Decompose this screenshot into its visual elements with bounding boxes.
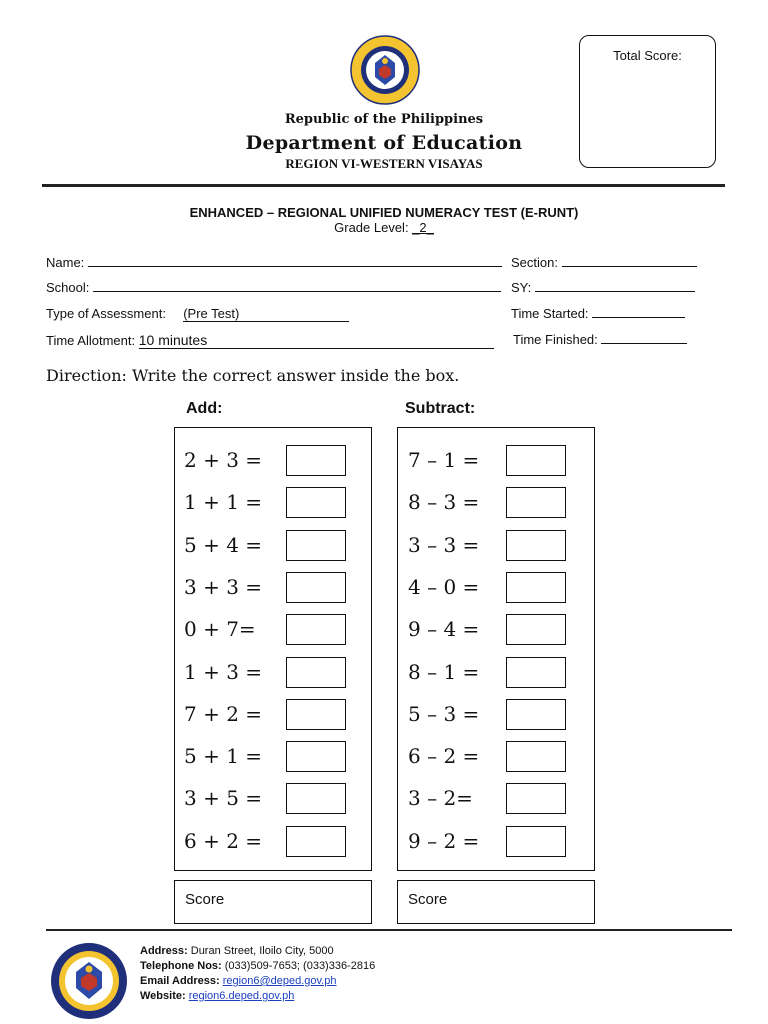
subtract-answer-box[interactable]: [506, 487, 566, 518]
sy-field[interactable]: [511, 280, 695, 295]
add-equation: 5 + 4 =: [184, 532, 263, 557]
add-equation: 5 + 1 =: [184, 744, 263, 769]
add-answer-box[interactable]: [286, 572, 346, 603]
time-allotment-value: 10 minutes: [138, 332, 208, 348]
add-answer-box[interactable]: [286, 826, 346, 857]
grade-level: [0, 220, 768, 235]
grade-level-value: _2_: [412, 220, 434, 235]
subtract-equation: 7 – 1 =: [408, 448, 480, 472]
section-field[interactable]: [511, 255, 697, 270]
address-label: Address:: [140, 945, 188, 957]
subtract-equation: 6 – 2 =: [408, 744, 480, 769]
footer-divider: [46, 929, 732, 931]
time-started-field[interactable]: [511, 306, 685, 321]
footer-email: [140, 975, 336, 987]
subtract-equation: 8 – 1 =: [408, 659, 480, 684]
subtract-equation: 3 – 2=: [408, 786, 473, 811]
website-link[interactable]: region6.deped.gov.ph: [188, 990, 295, 1002]
subtract-score-box[interactable]: [397, 880, 595, 924]
add-score-label: Score: [185, 891, 225, 908]
subtract-answer-box[interactable]: [506, 572, 566, 603]
add-equation: 2 + 3 =: [184, 448, 263, 472]
footer-address: [140, 945, 334, 957]
assessment-field[interactable]: [46, 306, 349, 322]
assessment-value: (Pre Test): [183, 306, 240, 321]
footer-telephone: [140, 960, 375, 972]
subtract-equation: 8 – 3 =: [408, 490, 480, 515]
time-started-label: Time Started:: [511, 306, 589, 321]
region-seal-logo: [50, 942, 128, 1020]
school-label: School:: [46, 280, 90, 295]
name-label: Name:: [46, 255, 85, 270]
footer-website: [140, 990, 294, 1002]
email-link[interactable]: region6@deped.gov.ph: [222, 975, 337, 987]
name-field[interactable]: [46, 255, 502, 270]
sy-label: SY:: [511, 280, 532, 295]
subtract-equation: 5 – 3 =: [408, 701, 480, 726]
subtract-answer-box[interactable]: [506, 741, 566, 772]
subtract-equation: 3 – 3 =: [408, 532, 480, 557]
header-divider: [42, 184, 725, 187]
region-heading: REGION VI-WESTERN VISAYAS: [285, 156, 483, 171]
department-heading: Department of Education: [245, 132, 523, 154]
add-equation: 6 + 2 =: [184, 828, 263, 853]
add-equation: 7 + 2 =: [184, 701, 263, 726]
telephone-value: (033)509-7653; (033)336-2816: [224, 960, 376, 972]
time-finished-label: Time Finished:: [513, 332, 598, 347]
total-score-box[interactable]: [579, 35, 716, 168]
direction-text: Direction: Write the correct answer inside the box.: [46, 366, 460, 385]
republic-heading: Republic of the Philippines: [284, 112, 484, 127]
add-answer-box[interactable]: [286, 530, 346, 561]
add-score-box[interactable]: [174, 880, 372, 924]
add-equation: 1 + 1 =: [184, 490, 263, 515]
add-answer-box[interactable]: [286, 741, 346, 772]
website-label: Website:: [140, 990, 186, 1002]
add-answer-box[interactable]: [286, 699, 346, 730]
add-title: Add:: [186, 400, 223, 417]
grade-level-label: Grade Level:: [334, 220, 413, 235]
subtract-score-label: Score: [408, 891, 448, 908]
subtract-answer-box[interactable]: [506, 699, 566, 730]
add-answer-box[interactable]: [286, 445, 346, 476]
subtract-answer-box[interactable]: [506, 826, 566, 857]
email-label: Email Address:: [140, 975, 220, 987]
subtract-title: Subtract:: [405, 400, 476, 417]
time-allotment-label: Time Allotment:: [46, 333, 136, 348]
add-equation: 1 + 3 =: [184, 659, 263, 684]
add-answer-box[interactable]: [286, 614, 346, 645]
subtract-equation: 4 – 0 =: [408, 574, 480, 599]
add-equation: 0 + 7=: [184, 617, 256, 642]
subtract-equation: 9 – 2 =: [408, 828, 480, 853]
add-equation: 3 + 5 =: [184, 786, 263, 811]
add-equation: 3 + 3 =: [184, 574, 263, 599]
time-finished-field[interactable]: [513, 332, 687, 347]
address-value: Duran Street, Iloilo City, 5000: [190, 945, 334, 957]
add-answer-box[interactable]: [286, 487, 346, 518]
telephone-label: Telephone Nos:: [140, 960, 222, 972]
subtract-answer-box[interactable]: [506, 530, 566, 561]
deped-seal-logo: [350, 35, 420, 105]
school-field[interactable]: [46, 280, 501, 295]
assessment-label: Type of Assessment:: [46, 306, 166, 321]
subtract-answer-box[interactable]: [506, 614, 566, 645]
section-label: Section:: [511, 255, 558, 270]
time-allotment-field[interactable]: [46, 332, 494, 349]
subtract-equation: 9 – 4 =: [408, 617, 480, 642]
subtract-answer-box[interactable]: [506, 445, 566, 476]
subtract-answer-box[interactable]: [506, 783, 566, 814]
add-answer-box[interactable]: [286, 783, 346, 814]
add-answer-box[interactable]: [286, 657, 346, 688]
test-title: ENHANCED – REGIONAL UNIFIED NUMERACY TEST (E-RUNT): [189, 205, 579, 220]
subtract-answer-box[interactable]: [506, 657, 566, 688]
total-score-label: Total Score:: [613, 48, 682, 63]
